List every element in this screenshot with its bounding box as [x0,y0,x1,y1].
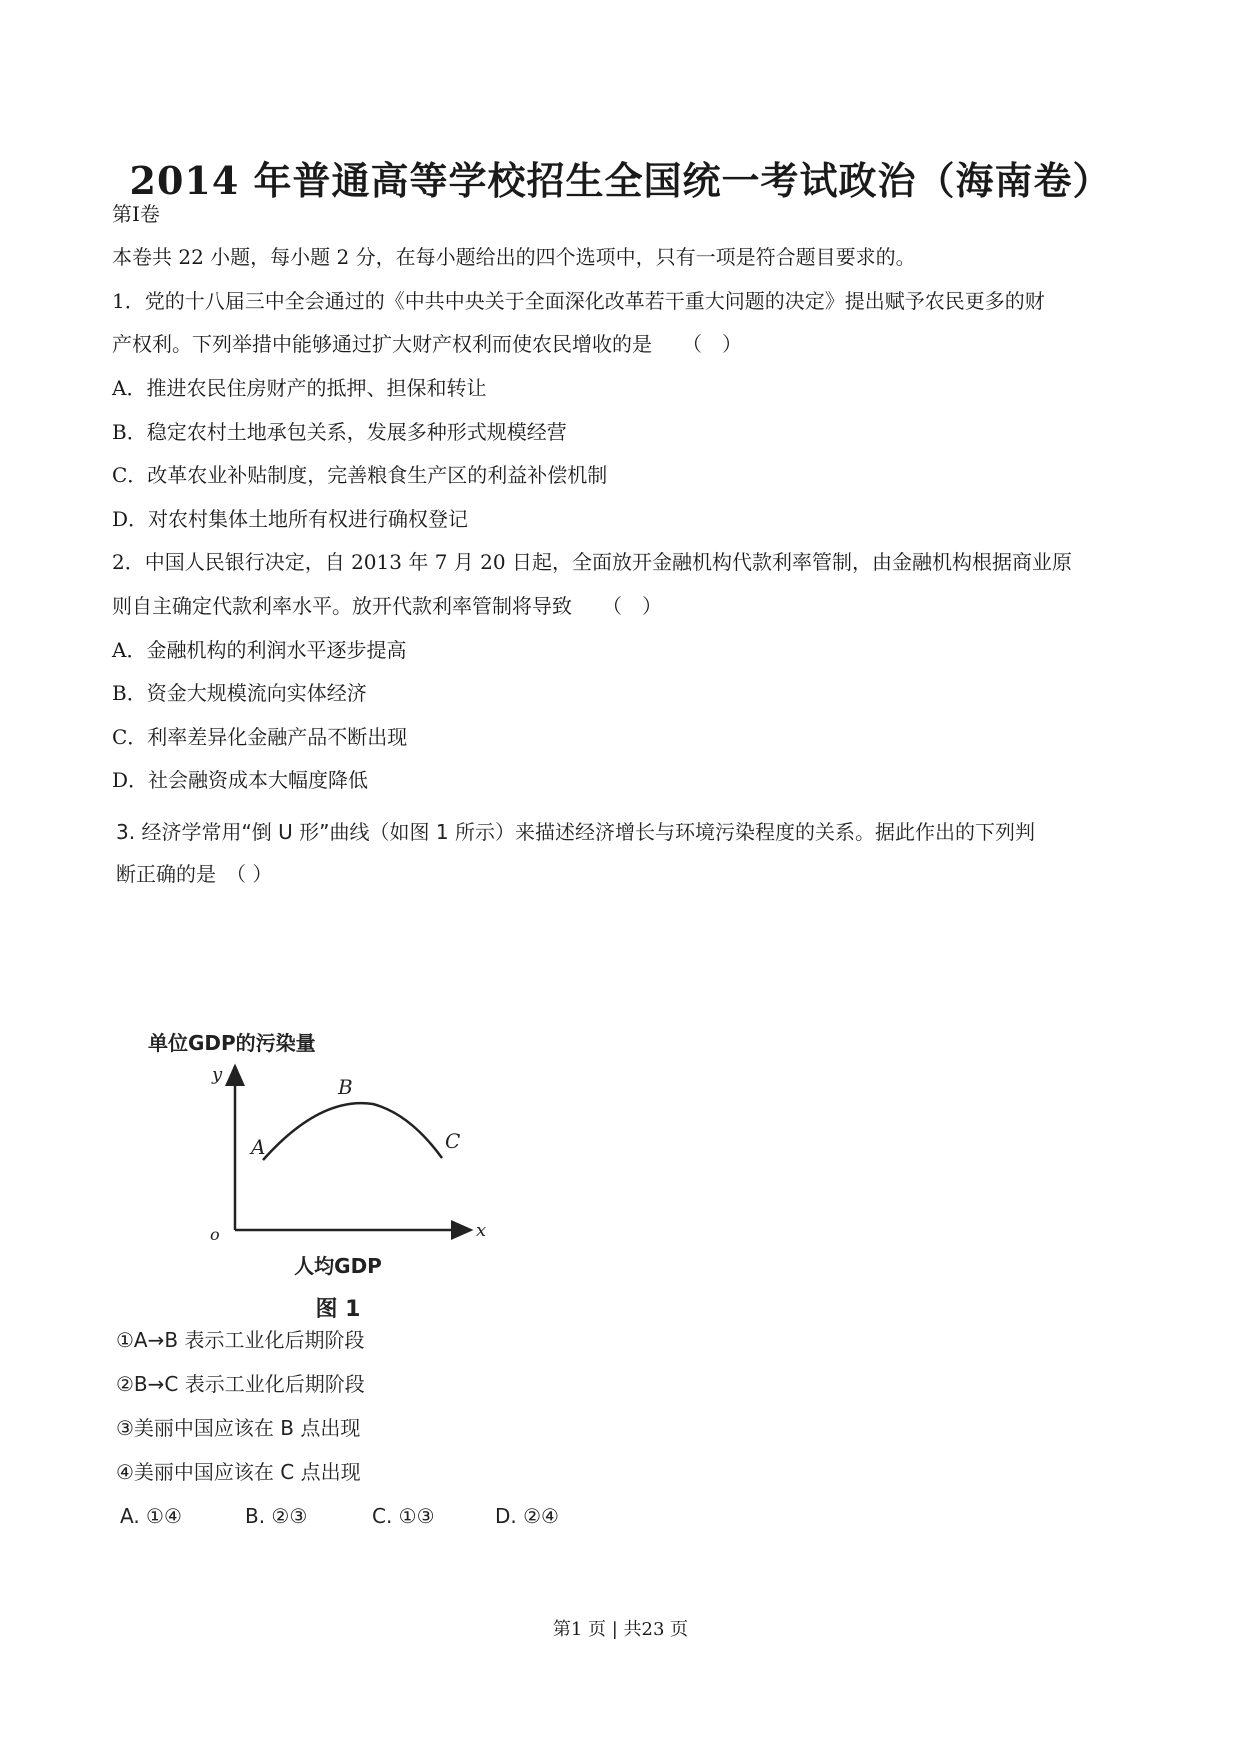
origin-letter: o [210,1225,220,1244]
q1-option-c: C．改革农业补贴制度，完善粮食生产区的利益补偿机制 [112,463,608,487]
figure-x-label: 人均GDP [294,1254,382,1278]
section-label: 第Ⅰ卷 [112,202,160,226]
q3-statement-2: ②B→C 表示工业化后期阶段 [116,1372,365,1396]
q1-option-a: A．推进农民住房财产的抵押、担保和转让 [112,376,487,400]
instructions: 本卷共 22 小题，每小题 2 分，在每小题给出的四个选项中，只有一项是符合题目要求的。 [112,245,916,269]
point-b-label: B [338,1075,353,1099]
x-axis-letter: x [476,1220,487,1241]
figure-caption: 图 1 [315,1297,361,1318]
inverted-u-curve [263,1103,442,1160]
q1-option-b: B．稳定农村土地承包关系，发展多种形式规模经营 [112,420,567,444]
q3-statement-1: ①A→B 表示工业化后期阶段 [116,1328,365,1352]
q3-statement-3: ③美丽中国应该在 B 点出现 [116,1416,361,1440]
q3-choice-d: D. ②④ [495,1504,559,1528]
q2-stem-line1: 2．中国人民银行决定，自 2013 年 7 月 20 日起，全面放开金融机构代款利率管制，由金融机构根据商业原 [112,550,1072,574]
q1-stem-line2: 产权利。下列举措中能够通过扩大财产权利而使农民增收的是 （ ） [112,332,742,356]
q3-statement-4: ④美丽中国应该在 C 点出现 [116,1460,361,1484]
q2-option-b: B．资金大规模流向实体经济 [112,681,367,705]
q3-choice-a: A. ①④ [120,1504,182,1528]
point-c-label: C [445,1129,461,1153]
point-a-label: A [251,1135,266,1159]
q3-choice-b: B. ②③ [245,1504,308,1528]
q2-stem-line2: 则自主确定代款利率水平。放开代款利率管制将导致 （ ） [112,594,662,618]
page-title: 2014 年普通高等学校招生全国统一考试政治（海南卷） [129,158,1112,203]
q3-choice-c: C. ①③ [372,1504,435,1528]
y-axis-letter: y [212,1064,223,1085]
q2-option-d: D．社会融资成本大幅度降低 [112,768,369,792]
q3-stem-line1: 3. 经济学常用“倒 U 形”曲线（如图 1 所示）来描述经济增长与环境污染程度的关系。据此作出的下列判 [116,820,1035,844]
q2-option-a: A．金融机构的利润水平逐步提高 [112,638,407,662]
page-footer: 第1 页 | 共23 页 [552,1619,689,1640]
figure-y-label: 单位GDP的污染量 [148,1031,316,1055]
q3-stem-line2: 断正确的是 （ ） [116,862,273,886]
q1-option-d: D．对农村集体土地所有权进行确权登记 [112,507,469,531]
q2-option-c: C．利率差异化金融产品不断出现 [112,725,408,749]
inverted-u-curve-figure [118,1018,538,1318]
q1-stem-line1: 1．党的十八届三中全会通过的《中共中央关于全面深化改革若干重大问题的决定》提出赋予农民更多的财 [112,289,1045,313]
